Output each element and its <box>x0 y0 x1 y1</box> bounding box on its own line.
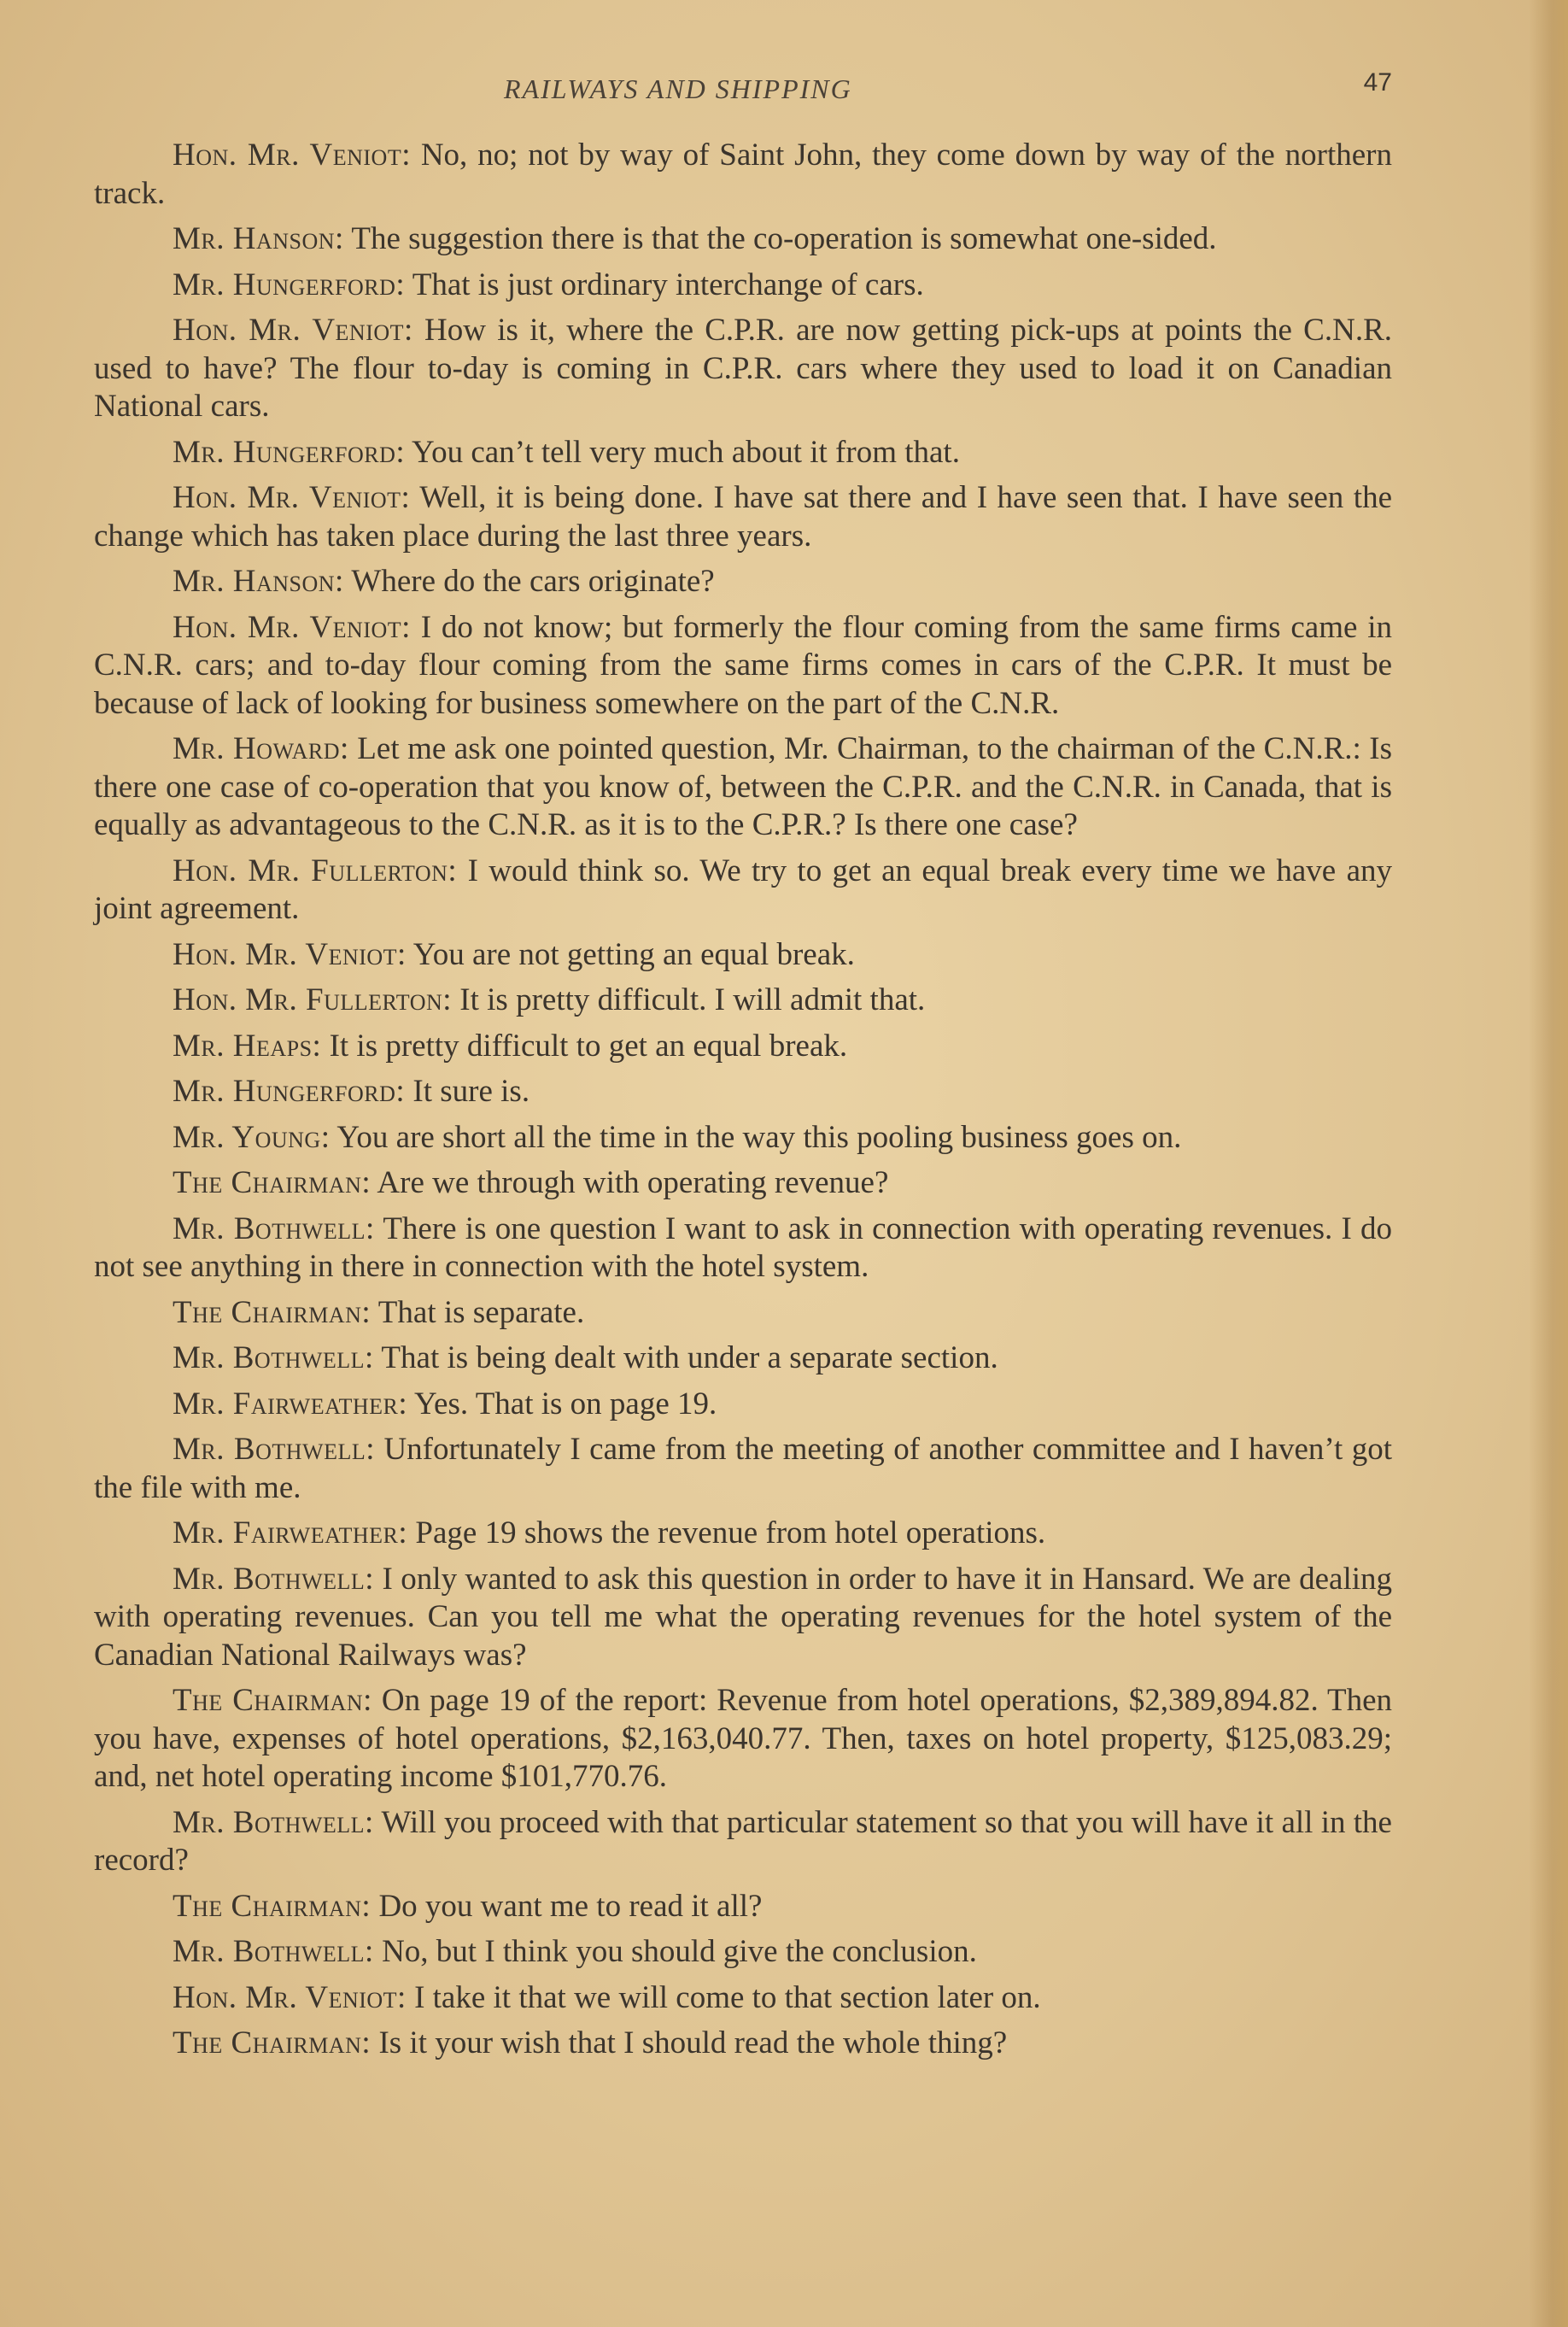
transcript-paragraph <box>94 267 1392 305</box>
speaker-name: Mr. Heaps: <box>173 1028 322 1064</box>
transcript-paragraph <box>94 609 1392 724</box>
transcript-body <box>94 137 1392 2071</box>
transcript-paragraph <box>94 137 1392 213</box>
transcript-paragraph <box>94 982 1392 1020</box>
speech-text: No, no; not by way of Saint John, they come down by way of the northern track. <box>94 138 1392 211</box>
running-head: RAILWAYS AND SHIPPING <box>504 73 852 104</box>
transcript-paragraph <box>94 936 1392 975</box>
transcript-paragraph <box>94 312 1392 426</box>
speech-text: Will you proceed with that particular statement so that you will have it all in the record? <box>94 1804 1392 1878</box>
speaker-name: The Chairman: <box>173 1888 372 1924</box>
speaker-name: Mr. Bothwell: <box>173 1432 375 1467</box>
speaker-name: Hon. Mr. Veniot: <box>173 1979 407 2015</box>
speech-text: Let me ask one pointed question, Mr. Chairman, to the chairman of the C.N.R.: Is there one case of co-operation that you know of, between the C.P.R. and the C.N.R. in Canada, that is equally as advantageous to the C.N.R. as it is to the C.P.R.? Is there one case? <box>94 731 1392 842</box>
page-edge-shadow <box>1529 0 1568 2327</box>
speaker-name: Hon. Mr. Veniot: <box>173 936 407 972</box>
transcript-paragraph <box>94 479 1392 555</box>
speaker-name: Mr. Bothwell: <box>173 1210 375 1246</box>
speech-text: How is it, where the C.P.R. are now getting pick-ups at points the C.N.R. used to have? The flour to-day is coming in C.P.R. cars where they used to load it on Canadian National cars. <box>94 313 1392 424</box>
speech-text: Are we through with operating revenue? <box>377 1165 889 1200</box>
speech-text: I do not know; but formerly the flour coming from the same firms came in C.N.R. cars; and to-day flour coming from the same firms comes in cars of the C.P.R. It must be because of lack of looking for business somewhere on the part of the C.N.R. <box>94 609 1393 721</box>
speaker-name: The Chairman: <box>173 1165 372 1200</box>
speech-text: It sure is. <box>412 1074 530 1109</box>
transcript-paragraph <box>94 1339 1392 1378</box>
page-number: 47 <box>1363 68 1392 97</box>
speech-text: On page 19 of the report: Revenue from hotel operations, $2,389,894.82. Then you have, expenses of hotel operations, $2,163,040.77. Then, taxes on hotel property, $125,083.29; and, net hotel operating income $101,770.76. <box>94 1683 1393 1794</box>
speaker-name: Mr. Howard: <box>173 731 349 766</box>
speech-text: Yes. That is on page 19. <box>414 1386 717 1421</box>
speaker-name: Mr. Hanson: <box>173 221 344 256</box>
speech-text: It is pretty difficult to get an equal break. <box>329 1028 848 1064</box>
speaker-name: Hon. Mr. Veniot: <box>173 313 413 348</box>
speaker-name: The Chairman: <box>173 1294 372 1330</box>
transcript-paragraph <box>94 220 1392 259</box>
speaker-name: Mr. Hungerford: <box>173 1074 406 1109</box>
speaker-name: Hon. Mr. Fullerton: <box>173 982 453 1017</box>
speaker-name: Mr. Hanson: <box>173 564 344 599</box>
speaker-name: Mr. Hungerford: <box>173 267 406 302</box>
speaker-name: Hon. Mr. Fullerton: <box>173 853 458 888</box>
transcript-paragraph <box>94 1294 1392 1333</box>
transcript-paragraph <box>94 1386 1392 1424</box>
speech-text: I take it that we will come to that section later on. <box>414 1979 1041 2015</box>
transcript-paragraph <box>94 563 1392 601</box>
speaker-name: The Chairman: <box>173 1683 372 1718</box>
speech-text: That is just ordinary interchange of cars. <box>412 267 924 302</box>
transcript-paragraph <box>94 1431 1392 1507</box>
speech-text: I would think so. We try to get an equal break every time we have any joint agreement. <box>94 853 1392 926</box>
transcript-paragraph <box>94 434 1392 472</box>
speech-text: Is it your wish that I should read the whole thing? <box>378 2025 1008 2060</box>
speech-text: You are short all the time in the way this pooling business goes on. <box>336 1119 1182 1155</box>
page-header <box>94 68 1392 111</box>
speaker-name: Mr. Bothwell: <box>173 1804 374 1840</box>
transcript-paragraph <box>94 1210 1392 1287</box>
speech-text: The suggestion there is that the co-operation is somewhat one-sided. <box>351 221 1217 256</box>
transcript-paragraph <box>94 730 1392 845</box>
transcript-paragraph <box>94 1804 1392 1880</box>
speech-text: No, but I think you should give the conclusion. <box>382 1934 977 1969</box>
speaker-name: The Chairman: <box>173 2025 372 2060</box>
speaker-name: Mr. Hungerford: <box>173 434 406 470</box>
transcript-paragraph <box>94 853 1392 929</box>
speech-text: That is being dealt with under a separate section. <box>381 1340 998 1375</box>
transcript-paragraph <box>94 1561 1392 1675</box>
speech-text: Unfortunately I came from the meeting of another committee and I haven’t got the file with me. <box>94 1432 1392 1505</box>
speech-text: It is pretty difficult. I will admit that. <box>459 982 926 1017</box>
speaker-name: Mr. Young: <box>173 1119 331 1155</box>
speech-text: Where do the cars originate? <box>351 564 715 599</box>
transcript-paragraph <box>94 1073 1392 1111</box>
speech-text: You are not getting an equal break. <box>412 936 855 972</box>
transcript-paragraph <box>94 1164 1392 1203</box>
speech-text: Do you want me to read it all? <box>378 1888 763 1924</box>
transcript-paragraph <box>94 1028 1392 1066</box>
speaker-name: Hon. Mr. Veniot: <box>173 609 411 645</box>
transcript-paragraph <box>94 1933 1392 1972</box>
speech-text: That is separate. <box>377 1294 585 1330</box>
transcript-paragraph <box>94 2025 1392 2063</box>
speaker-name: Mr. Fairweather: <box>173 1386 408 1421</box>
speaker-name: Mr. Bothwell: <box>173 1934 374 1969</box>
transcript-paragraph <box>94 1979 1392 2018</box>
speaker-name: Mr. Bothwell: <box>173 1561 375 1597</box>
speaker-name: Hon. Mr. Veniot: <box>173 138 411 173</box>
speaker-name: Hon. Mr. Veniot: <box>173 480 411 515</box>
transcript-paragraph <box>94 1119 1392 1158</box>
speaker-name: Mr. Bothwell: <box>173 1340 374 1375</box>
transcript-paragraph <box>94 1515 1392 1553</box>
speech-text: There is one question I want to ask in connection with operating revenues. I do not see anything in there in connection with the hotel system. <box>94 1210 1392 1284</box>
transcript-paragraph <box>94 1888 1392 1926</box>
speech-text: Page 19 shows the revenue from hotel operations. <box>415 1515 1046 1550</box>
speech-text: I only wanted to ask this question in order to have it in Hansard. We are dealing with operating revenues. Can you tell me what the operating revenues for the hotel system of the Canadian National Railways was? <box>94 1561 1393 1673</box>
transcript-paragraph <box>94 1682 1392 1797</box>
speech-text: You can’t tell very much about it from that. <box>412 434 960 470</box>
speaker-name: Mr. Fairweather: <box>173 1515 408 1550</box>
speech-text: Well, it is being done. I have sat there and I have seen that. I have seen the change which has taken place during the last three years. <box>94 480 1392 554</box>
